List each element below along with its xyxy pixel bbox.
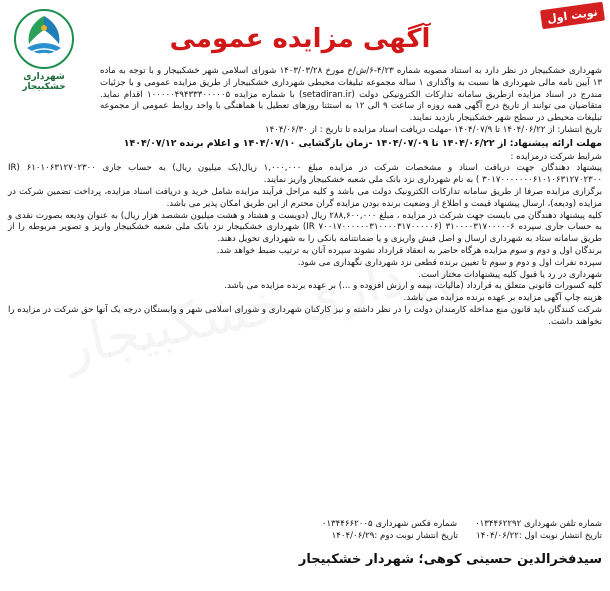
condition-item: هزینه چاپ آگهی مزایده بر عهده برنده مزایده می باشد. (403, 293, 602, 304)
deadline-line: مهلت ارائه پیشنهاد: از ۱۴۰۴/۰۶/۲۲ تا ۱۴۰۴/۰۷/۰۹ -زمان بازگشایی ۱۴۰۴/۰۷/۱۰ و اعلام برنده ۱۴۰۴/۰۷/۱۲ (123, 137, 602, 149)
phone-number: شماره تلفن شهرداری ۰۱۳۴۴۶۲۲۹۲ (475, 519, 602, 529)
second-publication-date: تاریخ انتشار نوبت دوم :۱۴۰۴/۰۶/۲۹ (331, 531, 459, 541)
condition-item: سپرده نفرات اول و دوم و سوم تا تعیین برنده قطعی نزد شهرداری نگهداری می شود. (297, 257, 602, 268)
advertisement-body (8, 66, 602, 329)
condition-item: برندگان اول و دوم و سوم مزایده هرگاه حاضر به انعقاد قرارداد نشوند سپرده آنان به ترتیب ضبط خواهد شد. (216, 245, 602, 256)
condition-item: شرکت کنندگان باید قانون منع مداخله کارمندان دولت را در نظر داشته و نیز کارکنان شهرداری و شورای اسلامی شهر و وابستگان درجه یک آنها حق شرکت در مزایده را نخواهند داشت. (8, 304, 602, 327)
municipality-logo-icon (13, 8, 75, 70)
conditions-title: شرایط شرکت درمزایده : (510, 151, 602, 162)
condition-item: کلیه کسورات قانونی متعلق به قرارداد (مالیات، بیمه و ارزش افزوده و ...) بر عهده برنده مزایده می باشد. (224, 281, 602, 292)
condition-item: برگزاری مزایده صرفا از طریق سامانه تدارکات الکترونیک دولت می باشد و کلیه مراحل فرآیند مزایده شامل خرید و دریافت اسناد مزایده، پرداخت تضمین شرکت در مزایده (ودیعه)، ارسال پیشنهاد قیمت و اطلاع از وضعیت برنده بودن مزایده گران محترم از این طریق امکان پذیر می باشد. (8, 186, 602, 209)
first-publication-date: تاریخ انتشار نوبت اول :۱۴۰۴/۰۶/۲۲ (476, 531, 602, 541)
mayor-signature: سیدفخرالدین حسینی کوهی؛ شهردار خشکبیجار (298, 552, 602, 567)
condition-item: کلیه پیشنهاد دهندگان می بایست جهت شرکت در مزایده ، مبلغ ۲۸۸,۶۰۰,۰۰۰ ریال (دویست و هشتاد و هشت میلیون ششصد هزار ریال) به عنوان ودیعه بصورت نقدی و به حساب جاری سپرده ۳۱۰۰۰۰۳۱۷۰۰۰۰۰۶ (IR ۷۰۰۱۷۰۰۰۰۰۰۳۱۰۰۰۰۳۱۷۰۰۰۰۰۶) شهرداری خشکبیجار نزد بانک ملی شعبه خشکبیجار واریز و تصویر مربوطه را از طریق سامانه ستاد به شهرداری ارسال و اصل فیش واریزی و یا ضمانتنامه بانکی را به شهرداری تحویل دهند. (8, 210, 602, 245)
condition-item: شهرداری در رد یا قبول کلیه پیشنهادات مختار است. (418, 269, 602, 280)
intro-paragraph: شهرداری خشکبیجار در نظر دارد به استناد مصوبه شماره ۴/۲۳-۶/ش/خ مورخ ۱۴۰۳/۰۳/۲۸ شورای اسلامی شهر خشکبیجار و با توجه به ماده ۱۳ آیین نامه مالی شهرداری ها نسبت به واگذاری ۱ ساله مجموعه تبلیغات محیطی شهرداری خشکبیجار از طریق مزایده عمومی و با جزئیات مندرج در اسناد مزایده ازطریق سامانه تدارکات الکترونیکی دولت (setadiran.ir) با شماره مزایده ۱۰۰۰۰۰۴۹۴۳۳۳۰۰۰۰۰۵ اقدام نماید. متقاضیان می توانند از تاریخ درج آگهی همه روزه از ساعت ۹ الی ۱۲ به استثنا روزهای تعطیل با هماهنگی با واحد روابط عمومی از مجموعه تبلیغات محیطی در سطح شهر خشکبیجار بازدید نمایند. (100, 66, 602, 124)
fax-number: شماره فکس شهرداری ۰۱۳۴۴۶۶۲۰۰۵ (321, 519, 458, 529)
contact-footer (8, 518, 602, 542)
dates-line: تاریخ انتشار: از ۱۴۰۴/۰۶/۲۲ تا ۱۴۰۴/۰۷/۹ -مهلت دریافت اسناد مزایده تا تاریخ : از ۱۴۰۴/۰۶/۳۰ (265, 124, 602, 135)
logo-caption: شهرداری خشکبیجار (22, 72, 66, 92)
condition-item: پیشنهاد دهندگان جهت دریافت اسناد و مشخصات شرکت در مزایده مبلغ ۱,۰۰۰,۰۰۰ ریال(یک میلیون ریال) به حساب جاری ۶۱۰۱۰۶۳۱۲۷۰۲۳۰۰ (IR ۳۰۱۷۰۰۰۰۰۰۰۶۱۰۱۰۶۳۱۲۷۰۲۳۰۰ ) به نام شهرداری نزد بانک ملی شعبه خشکبیجار واریز نمایند. (8, 163, 602, 186)
page-title: آگهی مزایده عمومی (169, 24, 431, 54)
publication-dates-row (8, 530, 602, 542)
first-publication-badge: نوبت اول (540, 2, 605, 30)
contact-row (8, 518, 602, 530)
